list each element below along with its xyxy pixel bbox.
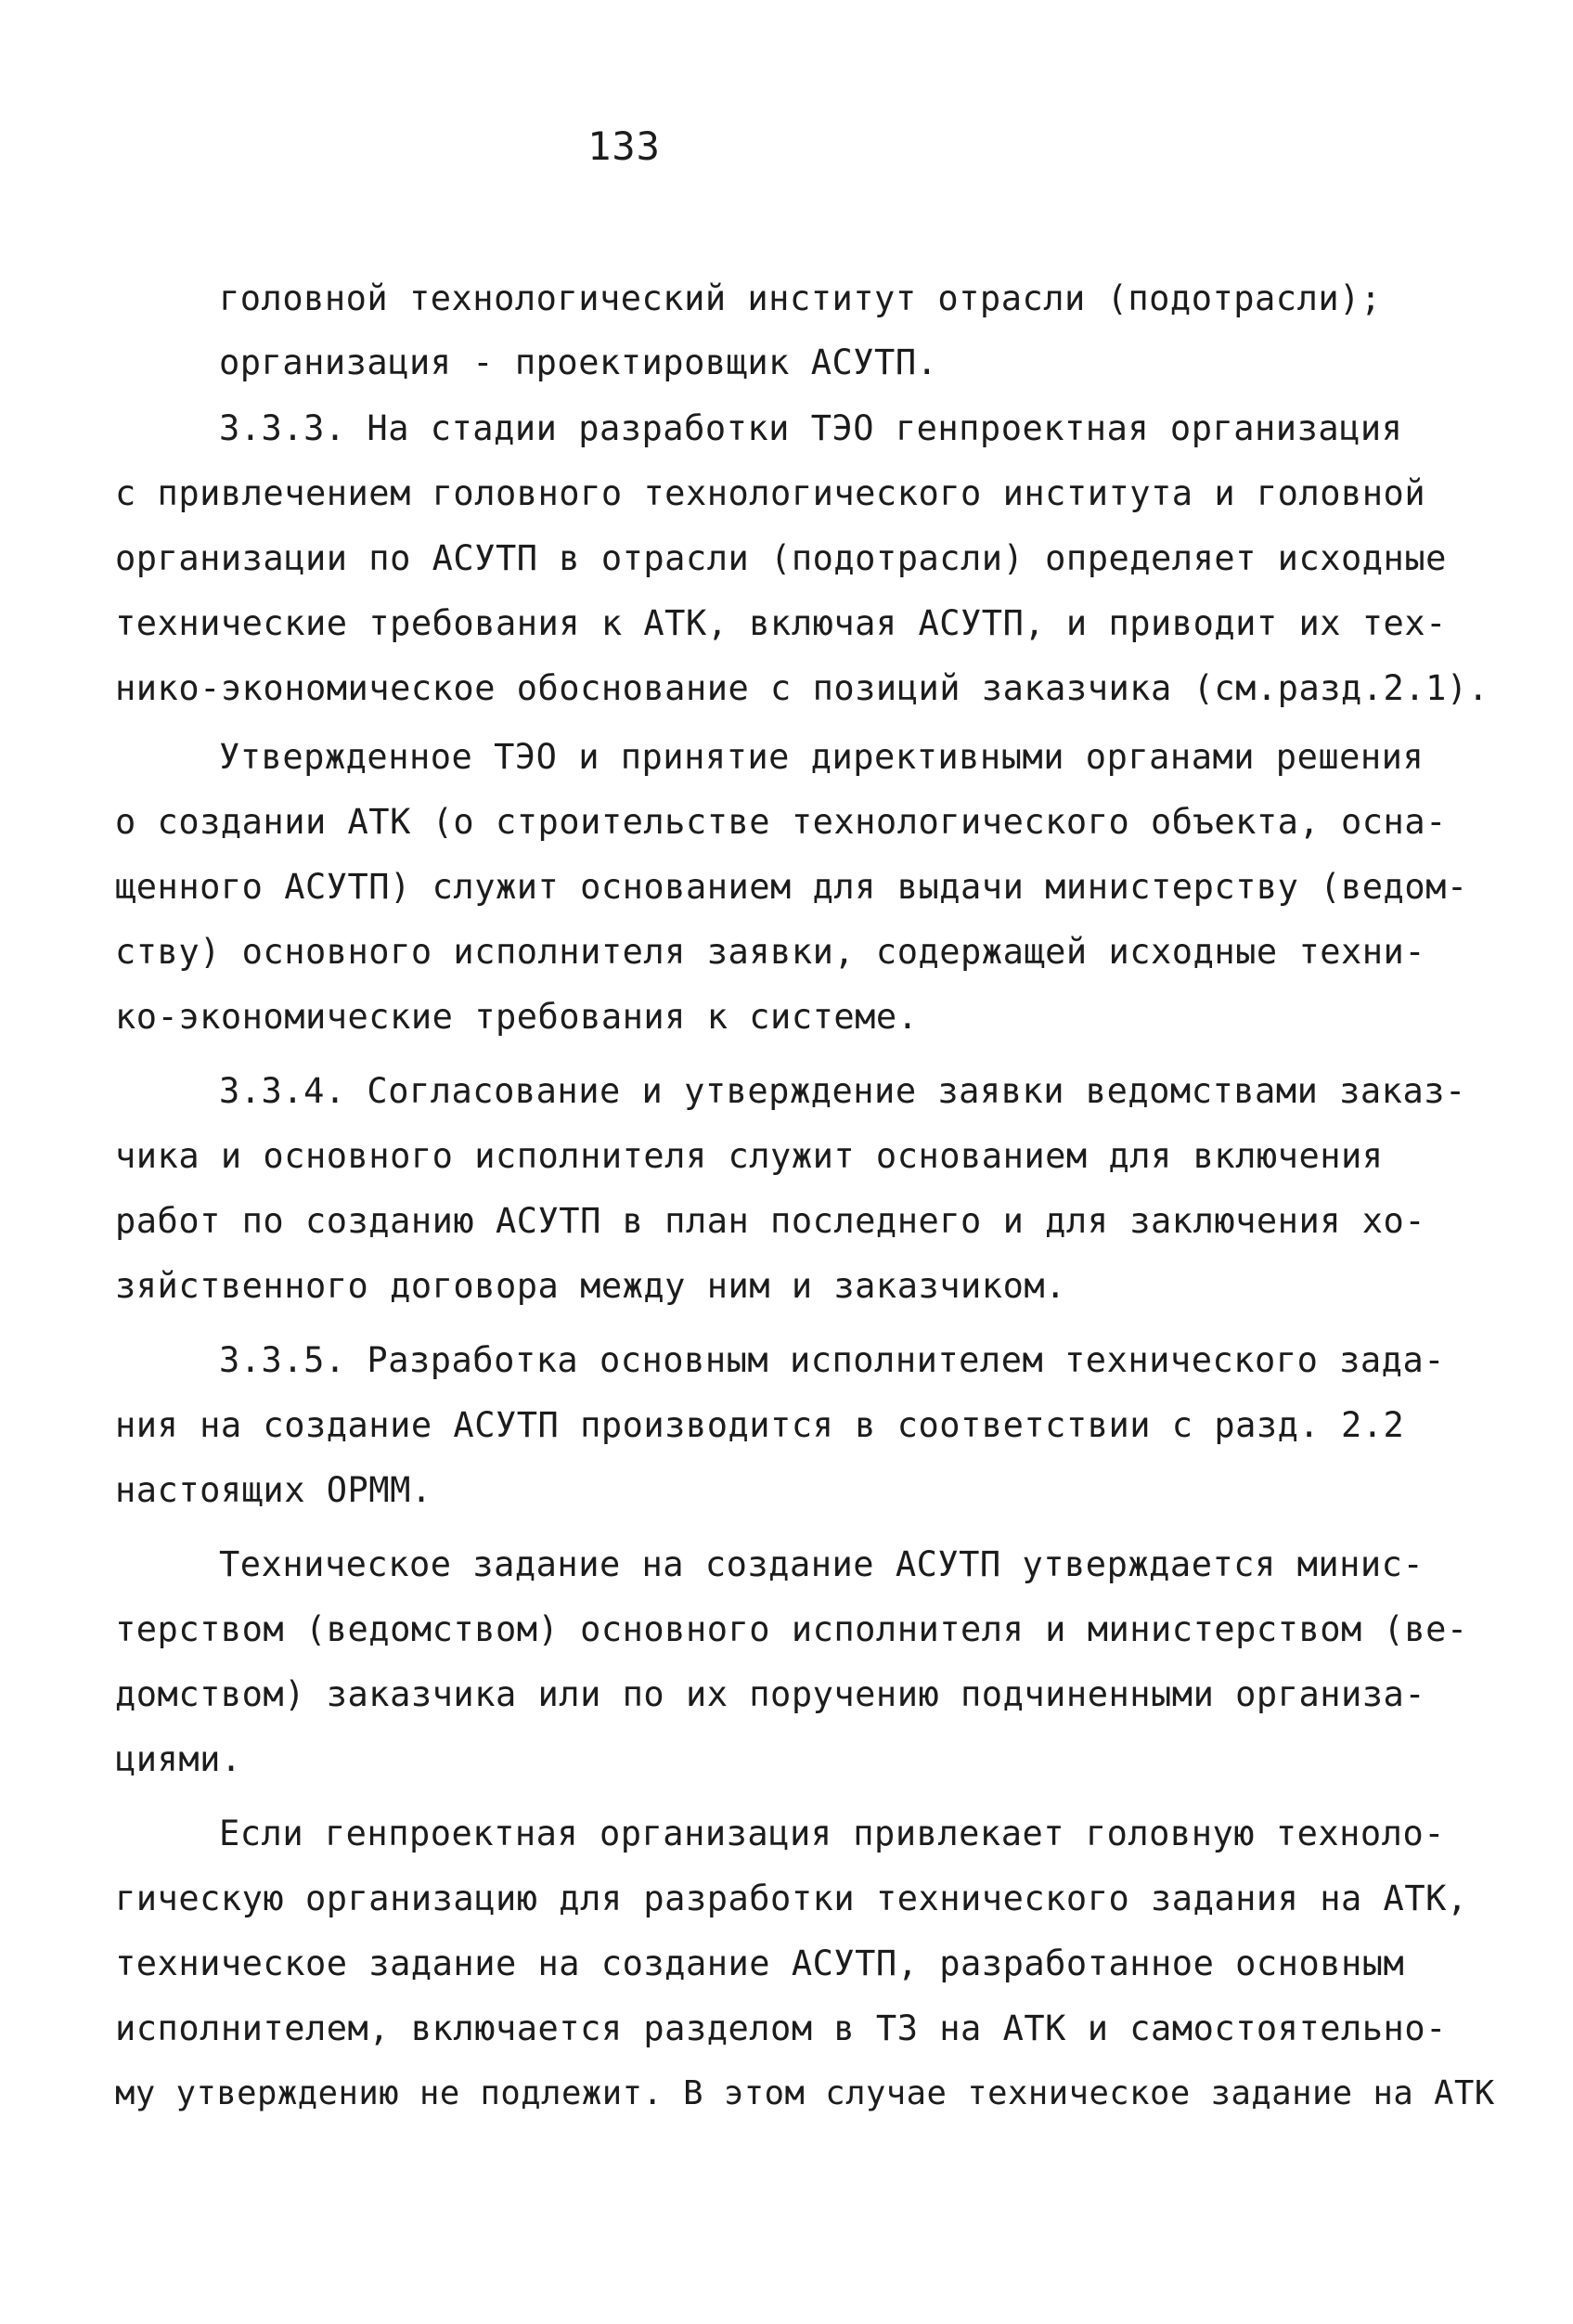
text-line: нико-экономическое обоснование с позиций заказчика (см.разд.2.1). [115, 668, 1489, 708]
text-line: ния на создание АСУТП производится в соответствии с разд. 2.2 [115, 1405, 1405, 1445]
text-line: головной технологический институт отрасли (подотрасли); [219, 278, 1382, 318]
text-line: работ по созданию АСУТП в план последнего и для заключения хо- [115, 1201, 1426, 1241]
text-line: домством) заказчика или по их поручению подчиненными организа- [115, 1674, 1426, 1714]
text-line: му утверждению не подлежит. В этом случае техническое задание на АТК [115, 2074, 1495, 2112]
text-line: ко-экономические требования к системе. [115, 997, 919, 1037]
text-line: о создании АТК (о строительстве технологического объекта, осна- [115, 802, 1447, 842]
text-line: организация - проектировщик АСУТП. [219, 342, 938, 382]
text-line: исполнителем, включается разделом в ТЗ на АТК и самостоятельно- [115, 2008, 1447, 2048]
text-line: 3.3.4. Согласование и утверждение заявки ведомствами заказ- [219, 1071, 1466, 1111]
text-line: 3.3.5. Разработка основным исполнителем технического зада- [219, 1340, 1446, 1380]
text-line: гическую организацию для разработки технического задания на АТК, [115, 1879, 1468, 1918]
text-line: организации по АСУТП в отрасли (подотрасли) определяет исходные [115, 538, 1447, 578]
text-line: техническое задание на создание АСУТП, разработанное основным [115, 1943, 1405, 1983]
text-line: Техническое задание на создание АСУТП утверждается минис- [219, 1544, 1425, 1584]
text-line: 3.3.3. На стадии разработки ТЭО генпроектная организация [219, 408, 1403, 448]
text-line: чика и основного исполнителя служит основанием для включения [115, 1136, 1384, 1176]
text-line: Утвержденное ТЭО и принятие директивными органами решения [219, 737, 1425, 777]
text-line: ству) основного исполнителя заявки, содержащей исходные техни- [115, 932, 1426, 972]
text-line: настоящих ОРММ. [115, 1470, 432, 1510]
text-line: терством (ведомством) основного исполнителя и министерством (ве- [115, 1609, 1468, 1649]
text-line: Если генпроектная организация привлекает головную техноло- [219, 1814, 1446, 1853]
text-line: технические требования к АТК, включая АСУТП, и приводит их тех- [115, 603, 1447, 643]
text-line: щенного АСУТП) служит основанием для выдачи министерству (ведом- [115, 867, 1468, 907]
text-line: циями. [115, 1739, 242, 1779]
text-line: с привлечением головного технологического института и головной [115, 473, 1426, 513]
text-line: зяйственного договора между ним и заказчиком. [115, 1266, 1066, 1306]
page-number: 133 [587, 123, 661, 169]
